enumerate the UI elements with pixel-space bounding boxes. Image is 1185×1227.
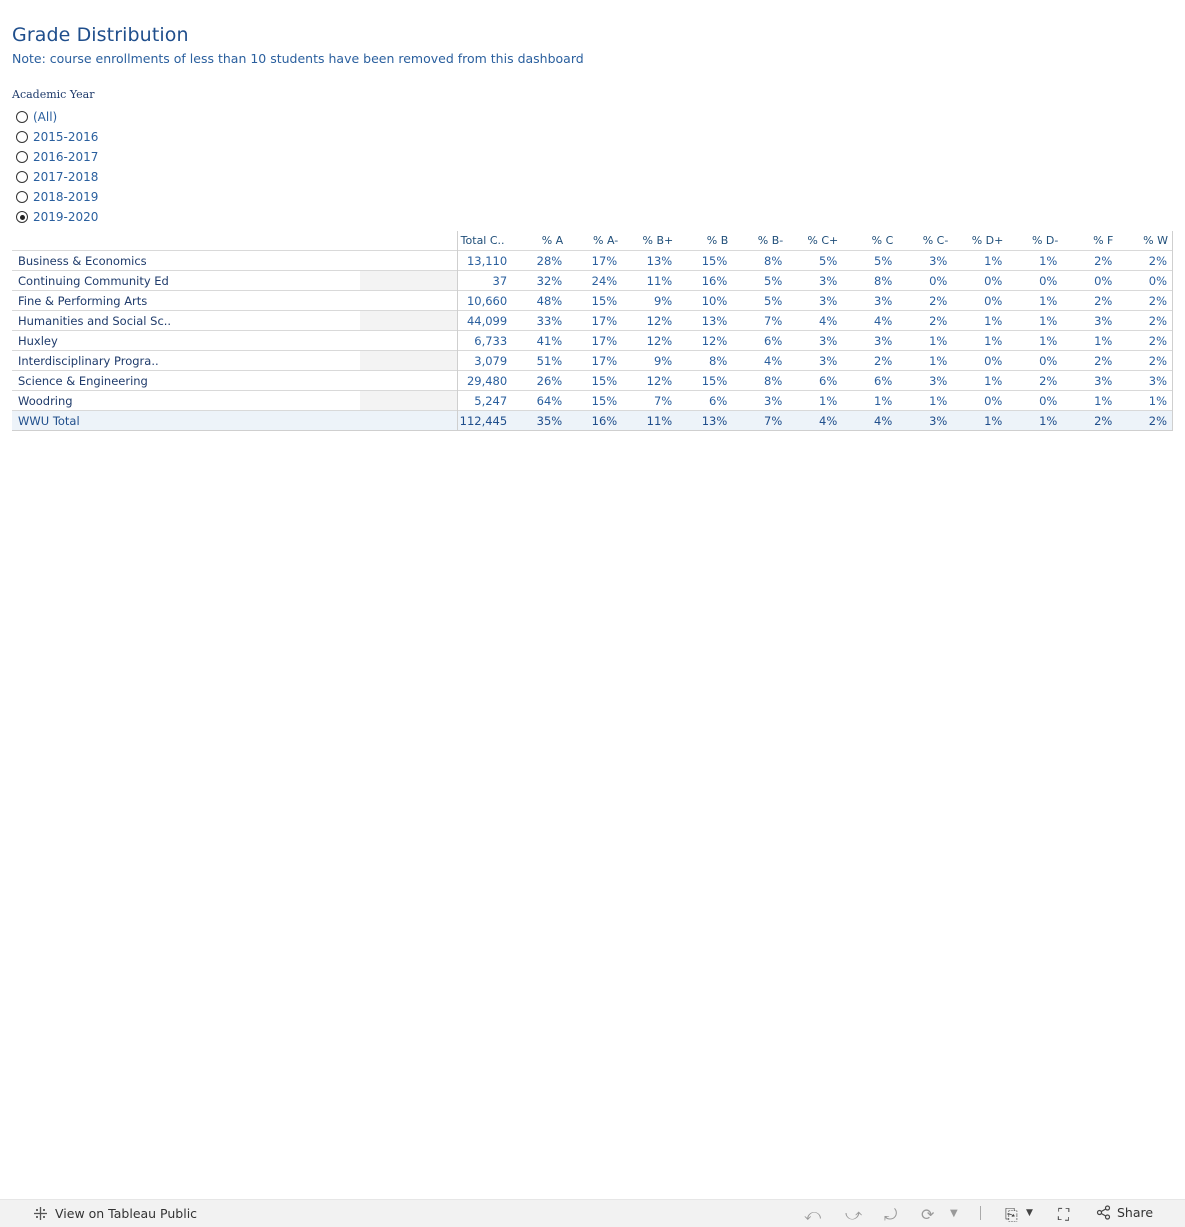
percent-cell: 13% bbox=[677, 311, 732, 331]
row-spacer bbox=[360, 251, 457, 271]
table-row[interactable] bbox=[12, 391, 1173, 411]
download-icon[interactable]: ⎘ bbox=[1005, 1205, 1018, 1224]
view-on-tableau-public-link[interactable] bbox=[33, 1206, 197, 1221]
total-count-cell: 29,480 bbox=[457, 371, 512, 391]
percent-cell: 0% bbox=[952, 271, 1007, 291]
percent-cell: 2% bbox=[897, 291, 952, 311]
percent-cell: 3% bbox=[787, 271, 842, 291]
percent-cell: 2% bbox=[1007, 371, 1062, 391]
share-label: Share bbox=[1117, 1205, 1154, 1220]
percent-cell: 0% bbox=[1062, 271, 1117, 291]
total-count-cell: 44,099 bbox=[457, 311, 512, 331]
percent-cell: 1% bbox=[1007, 251, 1062, 271]
percent-cell: 16% bbox=[567, 411, 622, 431]
column-header[interactable]: % A bbox=[541, 234, 564, 247]
percent-cell: 1% bbox=[952, 311, 1007, 331]
table-row[interactable] bbox=[12, 331, 1173, 351]
percent-cell: 8% bbox=[677, 351, 732, 371]
percent-cell: 64% bbox=[512, 391, 567, 411]
percent-cell: 2% bbox=[1117, 311, 1172, 331]
percent-cell: 2% bbox=[1062, 251, 1117, 271]
table-row[interactable] bbox=[12, 291, 1173, 311]
percent-cell: 3% bbox=[787, 351, 842, 371]
total-count-cell: 10,660 bbox=[457, 291, 512, 311]
filter-option-label: 2017-2018 bbox=[33, 170, 99, 184]
total-row[interactable] bbox=[12, 411, 1173, 431]
column-header[interactable]: Total C.. bbox=[457, 231, 512, 251]
percent-cell: 16% bbox=[677, 271, 732, 291]
percent-cell: 1% bbox=[952, 371, 1007, 391]
filter-option-2019-2020[interactable] bbox=[16, 207, 98, 227]
radio-icon[interactable] bbox=[16, 171, 28, 183]
percent-cell: 1% bbox=[897, 331, 952, 351]
column-header[interactable]: % B bbox=[706, 234, 729, 247]
percent-cell: 0% bbox=[952, 391, 1007, 411]
row-spacer bbox=[360, 331, 457, 351]
percent-cell: 3% bbox=[842, 331, 897, 351]
percent-cell: 8% bbox=[842, 271, 897, 291]
percent-cell: 6% bbox=[842, 371, 897, 391]
filter-option-all[interactable] bbox=[16, 107, 98, 127]
percent-cell: 15% bbox=[567, 291, 622, 311]
table-row[interactable] bbox=[12, 271, 1173, 291]
row-label: Humanities and Social Sc.. bbox=[12, 311, 360, 331]
row-label: Woodring bbox=[12, 391, 360, 411]
filter-option-label: (All) bbox=[33, 110, 58, 124]
filter-title: Academic Year bbox=[12, 88, 95, 101]
percent-cell: 11% bbox=[622, 411, 677, 431]
percent-cell: 24% bbox=[567, 271, 622, 291]
filter-option-label: 2018-2019 bbox=[33, 190, 99, 204]
percent-cell: 3% bbox=[787, 291, 842, 311]
dropdown-caret-icon[interactable]: ▼ bbox=[950, 1208, 958, 1219]
percent-cell: 2% bbox=[1117, 251, 1172, 271]
undo-icon[interactable]: ⤺ bbox=[804, 1205, 822, 1224]
percent-cell: 1% bbox=[1007, 331, 1062, 351]
percent-cell: 6% bbox=[732, 331, 787, 351]
percent-cell: 4% bbox=[787, 411, 842, 431]
download-caret-icon[interactable]: ▼ bbox=[1026, 1208, 1033, 1218]
percent-cell: 0% bbox=[897, 271, 952, 291]
percent-cell: 4% bbox=[732, 351, 787, 371]
refresh-icon[interactable]: ⟳ bbox=[921, 1205, 935, 1224]
percent-cell: 13% bbox=[677, 411, 732, 431]
percent-cell: 5% bbox=[732, 291, 787, 311]
percent-cell: 3% bbox=[1062, 371, 1117, 391]
percent-cell: 8% bbox=[732, 251, 787, 271]
percent-cell: 1% bbox=[1007, 291, 1062, 311]
total-count-cell: 112,445 bbox=[457, 411, 512, 431]
row-label: Interdisciplinary Progra.. bbox=[12, 351, 360, 371]
percent-cell: 5% bbox=[842, 251, 897, 271]
percent-cell: 7% bbox=[732, 311, 787, 331]
table-row[interactable] bbox=[12, 311, 1173, 331]
percent-cell: 3% bbox=[732, 391, 787, 411]
column-header[interactable]: % W bbox=[1117, 231, 1172, 251]
table-row[interactable] bbox=[12, 351, 1173, 371]
percent-cell: 3% bbox=[1062, 311, 1117, 331]
column-header[interactable]: % A- bbox=[593, 234, 619, 247]
row-spacer bbox=[360, 371, 457, 391]
percent-cell: 1% bbox=[952, 411, 1007, 431]
percent-cell: 1% bbox=[897, 391, 952, 411]
percent-cell: 2% bbox=[1117, 331, 1172, 351]
percent-cell: 4% bbox=[787, 311, 842, 331]
filter-option-label: 2019-2020 bbox=[33, 210, 99, 224]
percent-cell: 11% bbox=[622, 271, 677, 291]
percent-cell: 0% bbox=[1117, 271, 1172, 291]
page-title: Grade Distribution bbox=[12, 24, 189, 46]
redo-icon[interactable]: ⤻ bbox=[845, 1205, 863, 1224]
table-header-row bbox=[12, 231, 1173, 251]
percent-cell: 2% bbox=[1117, 351, 1172, 371]
total-count-cell: 3,079 bbox=[457, 351, 512, 371]
total-count-cell: 13,110 bbox=[457, 251, 512, 271]
percent-cell: 2% bbox=[1062, 291, 1117, 311]
percent-cell: 1% bbox=[1007, 311, 1062, 331]
percent-cell: 48% bbox=[512, 291, 567, 311]
percent-cell: 1% bbox=[1117, 391, 1172, 411]
percent-cell: 1% bbox=[1062, 391, 1117, 411]
page-subtitle: Note: course enrollments of less than 10 students have been removed from this dashboard bbox=[12, 51, 584, 66]
table-row[interactable] bbox=[12, 371, 1173, 391]
percent-cell: 1% bbox=[787, 391, 842, 411]
percent-cell: 17% bbox=[567, 351, 622, 371]
percent-cell: 5% bbox=[732, 271, 787, 291]
percent-cell: 17% bbox=[567, 251, 622, 271]
percent-cell: 3% bbox=[897, 411, 952, 431]
filter-option-2016-2017[interactable] bbox=[16, 147, 98, 167]
column-header[interactable]: % D- bbox=[1031, 234, 1059, 247]
percent-cell: 15% bbox=[567, 371, 622, 391]
percent-cell: 15% bbox=[677, 371, 732, 391]
percent-cell: 15% bbox=[567, 391, 622, 411]
view-on-tableau-public-label: View on Tableau Public bbox=[55, 1206, 198, 1221]
total-count-cell: 5,247 bbox=[457, 391, 512, 411]
revert-icon[interactable]: ⤾ bbox=[884, 1205, 898, 1224]
percent-cell: 12% bbox=[622, 311, 677, 331]
percent-cell: 3% bbox=[787, 331, 842, 351]
radio-icon[interactable] bbox=[16, 131, 28, 143]
percent-cell: 3% bbox=[842, 291, 897, 311]
percent-cell: 10% bbox=[677, 291, 732, 311]
percent-cell: 7% bbox=[732, 411, 787, 431]
total-count-cell: 37 bbox=[457, 271, 512, 291]
percent-cell: 1% bbox=[1062, 331, 1117, 351]
percent-cell: 26% bbox=[512, 371, 567, 391]
grade-table bbox=[12, 231, 1173, 431]
percent-cell: 28% bbox=[512, 251, 567, 271]
row-label: Huxley bbox=[12, 331, 360, 351]
percent-cell: 32% bbox=[512, 271, 567, 291]
tableau-toolbar bbox=[0, 1199, 1185, 1227]
percent-cell: 12% bbox=[677, 331, 732, 351]
percent-cell: 0% bbox=[952, 291, 1007, 311]
radio-icon[interactable] bbox=[16, 111, 28, 123]
academic-year-filter bbox=[16, 107, 98, 227]
tableau-logo-icon bbox=[33, 1206, 48, 1221]
percent-cell: 2% bbox=[897, 311, 952, 331]
percent-cell: 0% bbox=[1007, 351, 1062, 371]
filter-option-label: 2015-2016 bbox=[33, 130, 99, 144]
percent-cell: 0% bbox=[952, 351, 1007, 371]
fullscreen-icon[interactable]: ⛶ bbox=[1058, 1205, 1070, 1224]
percent-cell: 41% bbox=[512, 331, 567, 351]
row-spacer bbox=[360, 411, 457, 431]
row-spacer bbox=[360, 291, 457, 311]
percent-cell: 9% bbox=[622, 351, 677, 371]
percent-cell: 8% bbox=[732, 371, 787, 391]
column-header[interactable]: % B+ bbox=[642, 234, 674, 247]
column-header[interactable]: % C bbox=[871, 234, 894, 247]
percent-cell: 35% bbox=[512, 411, 567, 431]
percent-cell: 3% bbox=[1117, 371, 1172, 391]
row-label: Business & Economics bbox=[12, 251, 360, 271]
row-label: WWU Total bbox=[12, 411, 360, 431]
percent-cell: 12% bbox=[622, 371, 677, 391]
percent-cell: 17% bbox=[567, 311, 622, 331]
row-label: Science & Engineering bbox=[12, 371, 360, 391]
percent-cell: 33% bbox=[512, 311, 567, 331]
toolbar-divider bbox=[980, 1206, 981, 1220]
percent-cell: 4% bbox=[842, 311, 897, 331]
percent-cell: 1% bbox=[952, 251, 1007, 271]
column-header[interactable]: % C- bbox=[922, 234, 949, 247]
column-header[interactable]: % C+ bbox=[807, 234, 839, 247]
percent-cell: 4% bbox=[842, 411, 897, 431]
percent-cell: 2% bbox=[1117, 291, 1172, 311]
percent-cell: 6% bbox=[677, 391, 732, 411]
share-button[interactable] bbox=[1096, 1205, 1153, 1220]
percent-cell: 0% bbox=[1007, 391, 1062, 411]
filter-option-label: 2016-2017 bbox=[33, 150, 99, 164]
percent-cell: 9% bbox=[622, 291, 677, 311]
radio-selected-icon[interactable] bbox=[16, 211, 28, 223]
percent-cell: 15% bbox=[677, 251, 732, 271]
percent-cell: 2% bbox=[842, 351, 897, 371]
row-spacer bbox=[360, 391, 457, 411]
percent-cell: 3% bbox=[897, 371, 952, 391]
column-header[interactable]: % D+ bbox=[971, 234, 1004, 247]
column-header[interactable]: % F bbox=[1093, 234, 1114, 247]
row-label: Continuing Community Ed bbox=[12, 271, 360, 291]
share-icon bbox=[1096, 1205, 1111, 1220]
percent-cell: 3% bbox=[897, 251, 952, 271]
radio-icon[interactable] bbox=[16, 151, 28, 163]
percent-cell: 13% bbox=[622, 251, 677, 271]
percent-cell: 7% bbox=[622, 391, 677, 411]
percent-cell: 2% bbox=[1062, 351, 1117, 371]
percent-cell: 5% bbox=[787, 251, 842, 271]
percent-cell: 12% bbox=[622, 331, 677, 351]
filter-option-2017-2018[interactable] bbox=[16, 167, 98, 187]
percent-cell: 51% bbox=[512, 351, 567, 371]
row-spacer bbox=[360, 351, 457, 371]
row-spacer bbox=[360, 271, 457, 291]
percent-cell: 1% bbox=[842, 391, 897, 411]
percent-cell: 1% bbox=[952, 331, 1007, 351]
filter-option-2015-2016[interactable] bbox=[16, 127, 98, 147]
percent-cell: 17% bbox=[567, 331, 622, 351]
percent-cell: 2% bbox=[1062, 411, 1117, 431]
percent-cell: 1% bbox=[897, 351, 952, 371]
row-spacer bbox=[360, 311, 457, 331]
filter-option-2018-2019[interactable] bbox=[16, 187, 98, 207]
radio-icon[interactable] bbox=[16, 191, 28, 203]
column-header[interactable]: % B- bbox=[757, 234, 784, 247]
percent-cell: 6% bbox=[787, 371, 842, 391]
percent-cell: 0% bbox=[1007, 271, 1062, 291]
row-label: Fine & Performing Arts bbox=[12, 291, 360, 311]
table-row[interactable] bbox=[12, 251, 1173, 271]
percent-cell: 1% bbox=[1007, 411, 1062, 431]
total-count-cell: 6,733 bbox=[457, 331, 512, 351]
percent-cell: 2% bbox=[1117, 411, 1172, 431]
